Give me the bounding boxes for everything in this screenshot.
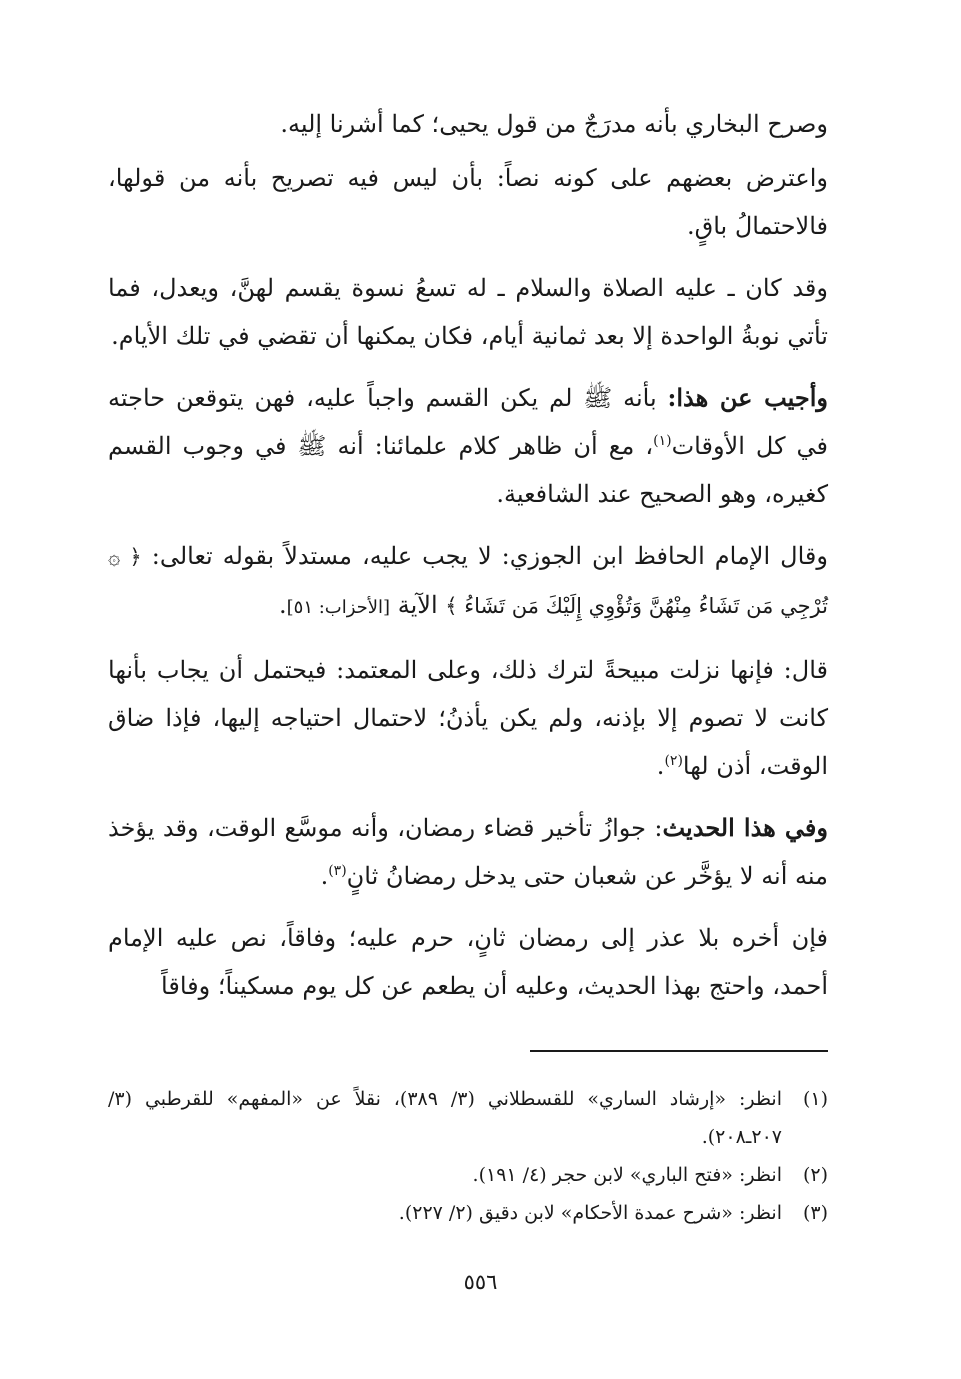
paragraph-6-end: . <box>656 752 665 780</box>
page-number: ٥٥٦ <box>463 1270 498 1294</box>
footnote-text: انظر: «شرح عمدة الأحكام» لابن دقيق (٢/ ٢٢٧). <box>398 1202 782 1224</box>
verse-reference: [الأحزاب: ٥١] <box>286 597 391 618</box>
footnote-number: (٣) <box>802 1202 828 1224</box>
paragraph-7-end: . <box>320 862 329 890</box>
footnote-ref-2[interactable]: (٢) <box>664 753 683 769</box>
paragraph-4-text: بأنه ﷺ لم يكن القسم واجباً عليه، فهن يتوقعن حاجته في كل الأوقات <box>108 384 828 460</box>
verse-aya-label: الآية <box>390 591 446 619</box>
paragraph-5 <box>108 532 828 632</box>
paragraph-8-text: فإن أخره بلا عذر إلى رمضان ثانٍ، حرم عليه؛ وفاقاً، نص عليه الإمام أحمد، واحتج بهذا الحديث، وعليه أن يطعم عن كل يوم مسكيناً؛ وفاقاً <box>108 924 828 1000</box>
footnote-ref-3[interactable]: (٣) <box>328 863 347 879</box>
paragraph-5-end: . <box>278 591 287 619</box>
paragraph-6 <box>108 646 828 790</box>
footnote-text: انظر: «فتح الباري» لابن حجر (٤/ ١٩١). <box>472 1164 782 1186</box>
paragraph-1 <box>108 100 828 148</box>
paragraph-2 <box>108 154 828 250</box>
paragraph-3-text: وقد كان ـ عليه الصلاة والسلام ـ له تسعُ نسوة يقسم لهنَّ، ويعدل، فما تأتي نوبةُ الواحدة إلا بعد ثمانية أيام، فكان يمكنها أن تقضي في تلك الأيام. <box>108 274 828 350</box>
footnotes <box>108 1080 828 1232</box>
paragraph-5-text: وقال الإمام الحافظ ابن الجوزي: لا يجب عليه، مستدلاً بقوله تعالى: <box>151 542 828 570</box>
paragraph-4-lead: وأجيب عن هذا: <box>667 383 828 412</box>
footnote-3 <box>108 1194 828 1232</box>
paragraph-8 <box>108 914 828 1010</box>
footnote-text: انظر: «إرشاد الساري» للقسطلاني (٣/ ٣٨٩)، نقلاً عن «المفهم» للقرطبي (٣/ ٢٠٧ـ٢٠٨). <box>108 1088 782 1148</box>
paragraph-3 <box>108 264 828 360</box>
footnote-2 <box>108 1156 828 1194</box>
footnote-number: (١) <box>802 1088 828 1110</box>
paragraph-7-lead: وفي هذا الحديث <box>662 813 828 842</box>
paragraph-2-text: واعترض بعضهم على كونه نصاً: بأن ليس فيه تصريح بأنه من قولها، فالاحتمالُ باقٍ. <box>108 164 828 240</box>
footnote-divider <box>530 1050 828 1052</box>
paragraph-6-text: قال: فإنها نزلت مبيحةً لترك ذلك، وعلى المعتمد: فيحتمل أن يجاب بأنها كانت لا تصوم إلا بإذنه، ولم يكن يأذنُ؛ لاحتمال احتياجه إليها، فإذا ضاق الوقت، أذن لها <box>108 656 828 780</box>
paragraph-4-text-end: ، مع أن ظاهر كلام علمائنا: أنه ﷺ في وجوب القسم كغيره، وهو الصحيح عند الشافعية. <box>108 432 828 508</box>
quran-verse: ﴿ ۞ تُرْجِي مَن تَشَاءُ مِنْهُنَّ وَتُؤْوِي إِلَيْكَ مَن تَشَاءُ ﴾ <box>108 545 828 618</box>
paragraph-7 <box>108 804 828 900</box>
paragraph-1-text: وصرح البخاري بأنه مدرَجٌ من قول يحيى؛ كما أشرنا إليه. <box>280 110 828 138</box>
footnote-ref-1[interactable]: (١) <box>653 433 672 449</box>
paragraph-7-text: : جوازُ تأخير قضاء رمضان، وأنه موسَّع الوقت، وقد يؤخذ منه أنه لا يؤخَّر عن شعبان حتى يدخل رمضانُ ثانٍ <box>108 814 828 890</box>
footnote-number: (٢) <box>802 1164 828 1186</box>
footnote-1 <box>108 1080 828 1156</box>
paragraph-4 <box>108 374 828 518</box>
main-text <box>108 100 828 1016</box>
